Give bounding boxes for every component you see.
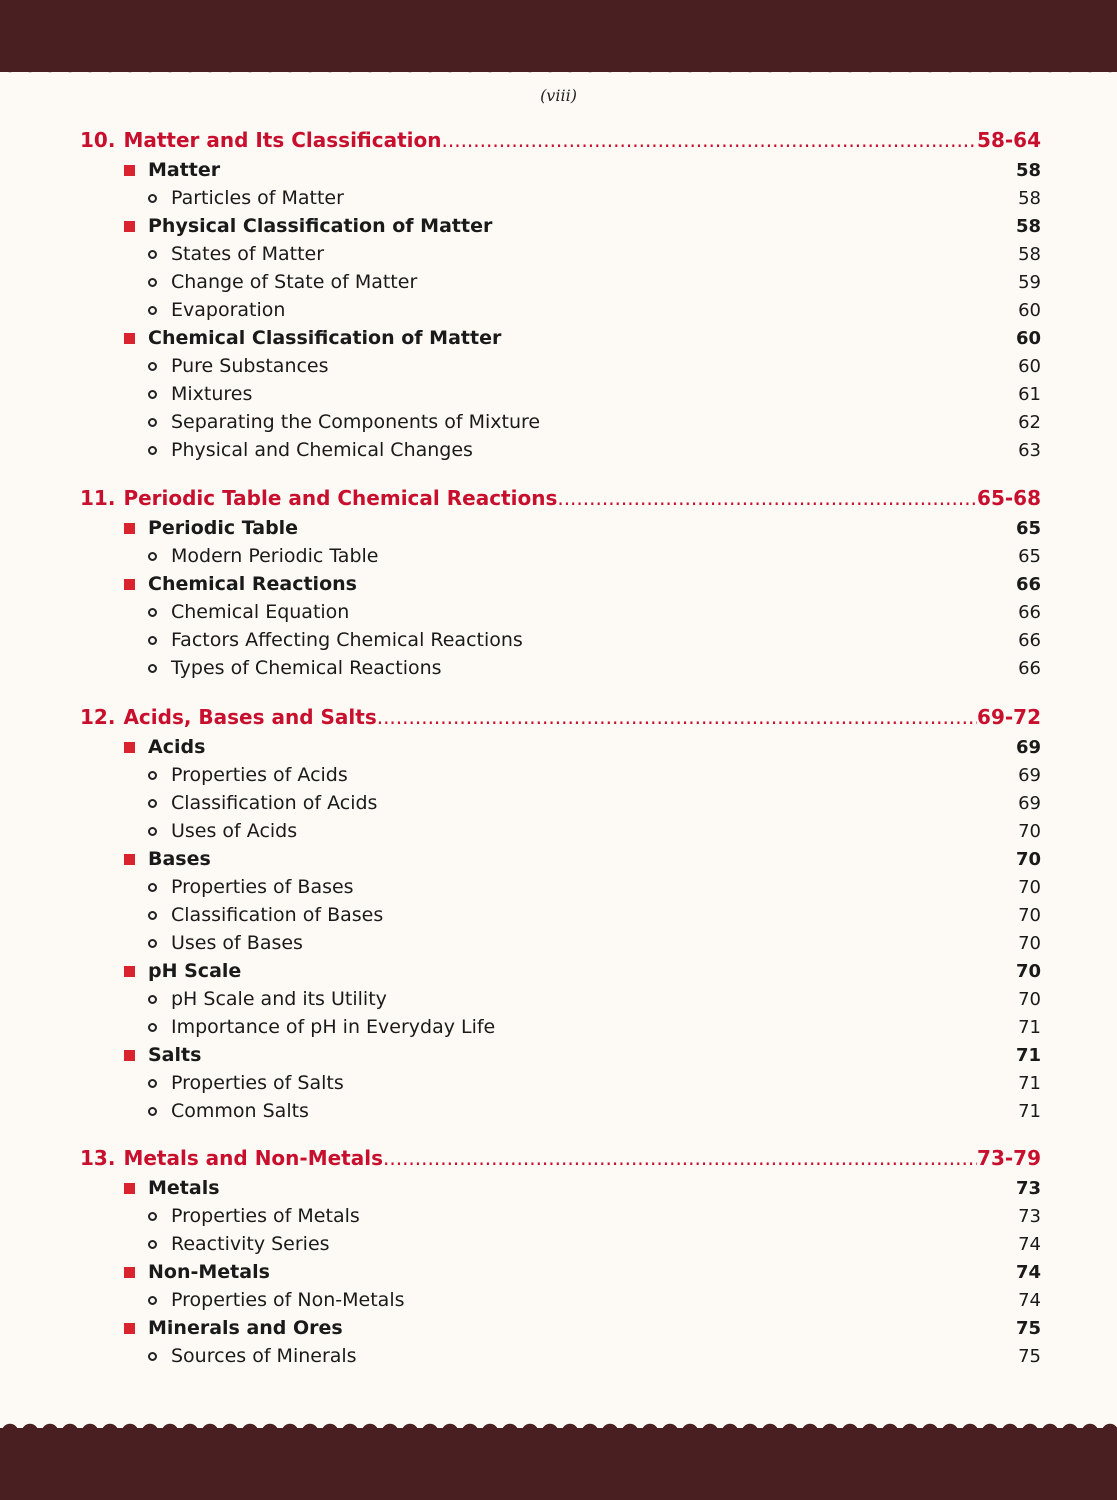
entry-page-number: 60 (1018, 299, 1041, 321)
circle-bullet-icon (148, 995, 157, 1004)
entry-page-number: 69 (1015, 736, 1041, 758)
entry-label (148, 601, 349, 623)
entry-label (148, 1205, 360, 1227)
chapter-page-range: 69-72 (977, 705, 1041, 729)
entry-page-number: 59 (1018, 271, 1041, 293)
entry-page-number: 71 (1018, 1100, 1041, 1122)
entry-label (148, 932, 303, 954)
entry-page-number: 62 (1018, 411, 1041, 433)
entry-label (148, 764, 348, 786)
entry-page-number: 66 (1018, 629, 1041, 651)
circle-bullet-icon (148, 771, 157, 780)
toc-subtopic-row[interactable] (80, 873, 1041, 901)
toc-subtopic-row[interactable] (80, 1069, 1041, 1097)
entry-page-number: 58 (1018, 243, 1041, 265)
entry-text: Common Salts (171, 1100, 309, 1122)
toc-subtopic-row[interactable] (80, 901, 1041, 929)
entry-text: Types of Chemical Reactions (171, 657, 442, 679)
toc-subtopic-row[interactable] (80, 408, 1041, 436)
toc-subtopic-row[interactable] (80, 1230, 1041, 1258)
circle-bullet-icon (148, 939, 157, 948)
chapter-page-range: 73-79 (977, 1146, 1041, 1170)
chapter-heading[interactable] (80, 701, 1041, 733)
entry-text: Change of State of Matter (171, 271, 418, 293)
toc-topic-row[interactable] (80, 1041, 1041, 1069)
entry-page-number: 66 (1018, 657, 1041, 679)
entry-page-number: 70 (1015, 848, 1041, 870)
entry-page-number: 70 (1018, 876, 1041, 898)
circle-bullet-icon (148, 362, 157, 371)
top-decorative-band (0, 0, 1117, 72)
entry-label (124, 1317, 343, 1339)
circle-bullet-icon (148, 390, 157, 399)
entry-label (148, 1289, 405, 1311)
square-bullet-icon (124, 1050, 135, 1061)
entry-page-number: 74 (1018, 1289, 1041, 1311)
entry-page-number: 73 (1015, 1177, 1041, 1199)
entry-page-number: 65 (1015, 517, 1041, 539)
toc-topic-row[interactable] (80, 1258, 1041, 1286)
entry-label (148, 820, 297, 842)
toc-subtopic-row[interactable] (80, 1202, 1041, 1230)
entry-text: Particles of Matter (171, 187, 344, 209)
entry-text: Acids (148, 736, 206, 758)
entry-text: Uses of Acids (171, 820, 298, 842)
entry-page-number: 71 (1018, 1016, 1041, 1038)
entry-page-number: 70 (1018, 988, 1041, 1010)
entry-label (148, 1016, 495, 1038)
chapter-heading[interactable] (80, 482, 1041, 514)
entry-text: Properties of Metals (171, 1205, 360, 1227)
entry-label (148, 1100, 309, 1122)
toc-topic-row[interactable] (80, 845, 1041, 873)
toc-subtopic-row[interactable] (80, 240, 1041, 268)
square-bullet-icon (124, 742, 135, 753)
circle-bullet-icon (148, 911, 157, 920)
toc-topic-row[interactable] (80, 957, 1041, 985)
entry-label (124, 848, 211, 870)
entry-label (148, 545, 378, 567)
circle-bullet-icon (148, 1212, 157, 1221)
entry-text: Importance of pH in Everyday Life (171, 1016, 496, 1038)
entry-text: Matter (148, 159, 221, 181)
entry-text: Minerals and Ores (148, 1317, 343, 1339)
dot-leader (442, 128, 978, 152)
entry-text: Pure Substances (171, 355, 329, 377)
entry-text: Periodic Table (148, 517, 299, 539)
entry-page-number: 61 (1018, 383, 1041, 405)
circle-bullet-icon (148, 278, 157, 287)
entry-label (148, 383, 252, 405)
entry-text: Bases (148, 848, 211, 870)
chapter-page-range: 65-68 (977, 486, 1041, 510)
entry-page-number: 74 (1018, 1233, 1041, 1255)
circle-bullet-icon (148, 827, 157, 836)
circle-bullet-icon (148, 418, 157, 427)
entry-page-number: 66 (1015, 573, 1041, 595)
square-bullet-icon (124, 966, 135, 977)
entry-label (124, 1261, 270, 1283)
chapter-title: Metals and Non-Metals (123, 1146, 383, 1170)
circle-bullet-icon (148, 799, 157, 808)
entry-text: Properties of Salts (171, 1072, 344, 1094)
toc-subtopic-row[interactable] (80, 985, 1041, 1013)
circle-bullet-icon (148, 636, 157, 645)
circle-bullet-icon (148, 446, 157, 455)
entry-label (148, 657, 442, 679)
entry-text: States of Matter (171, 243, 325, 265)
bottom-scalloped-edge (0, 1418, 1117, 1432)
toc-subtopic-row[interactable] (80, 184, 1041, 212)
top-scalloped-edge (0, 64, 1117, 78)
entry-label (148, 1233, 330, 1255)
entry-label (124, 1044, 201, 1066)
entry-label (148, 299, 285, 321)
toc-section (80, 482, 1041, 682)
circle-bullet-icon (148, 664, 157, 673)
toc-subtopic-row[interactable] (80, 1286, 1041, 1314)
square-bullet-icon (124, 1267, 135, 1278)
square-bullet-icon (124, 579, 135, 590)
toc-subtopic-row[interactable] (80, 380, 1041, 408)
entry-label (148, 1072, 344, 1094)
toc-topic-row[interactable] (80, 733, 1041, 761)
entry-text: Non-Metals (148, 1261, 270, 1283)
entry-page-number: 69 (1018, 764, 1041, 786)
entry-label (148, 187, 344, 209)
entry-label (148, 629, 523, 651)
square-bullet-icon (124, 165, 135, 176)
entry-page-number: 70 (1015, 960, 1041, 982)
entry-page-number: 75 (1015, 1317, 1041, 1339)
toc-subtopic-row[interactable] (80, 1013, 1041, 1041)
entry-label (124, 736, 205, 758)
entry-page-number: 70 (1018, 820, 1041, 842)
toc-topic-row[interactable] (80, 514, 1041, 542)
entry-page-number: 58 (1015, 159, 1041, 181)
entry-label (148, 904, 383, 926)
entry-text: Properties of Acids (171, 764, 348, 786)
chapter-title: Acids, Bases and Salts (123, 705, 377, 729)
chapter-number: 13. (80, 1146, 116, 1170)
entry-label (148, 243, 324, 265)
entry-text: Metals (148, 1177, 220, 1199)
entry-text: Sources of Minerals (171, 1345, 357, 1367)
toc-subtopic-row[interactable] (80, 268, 1041, 296)
entry-text: pH Scale and its Utility (171, 988, 387, 1010)
dot-leader (377, 705, 977, 729)
entry-label (148, 876, 354, 898)
circle-bullet-icon (148, 1079, 157, 1088)
entry-label (148, 792, 377, 814)
chapter-heading[interactable] (80, 1142, 1041, 1174)
entry-text: Physical Classification of Matter (148, 215, 493, 237)
circle-bullet-icon (148, 194, 157, 203)
circle-bullet-icon (148, 883, 157, 892)
circle-bullet-icon (148, 608, 157, 617)
circle-bullet-icon (148, 306, 157, 315)
square-bullet-icon (124, 1323, 135, 1334)
toc-section (80, 124, 1041, 464)
toc-subtopic-row[interactable] (80, 761, 1041, 789)
entry-text: Chemical Equation (171, 601, 350, 623)
chapter-number: 12. (80, 705, 116, 729)
entry-page-number: 60 (1015, 327, 1041, 349)
entry-text: Reactivity Series (171, 1233, 330, 1255)
entry-text: Mixtures (171, 383, 253, 405)
entry-label (124, 960, 241, 982)
entry-page-number: 63 (1018, 439, 1041, 461)
circle-bullet-icon (148, 1240, 157, 1249)
chapter-title: Matter and Its Classification (123, 128, 442, 152)
entry-label (124, 159, 220, 181)
chapter-title: Periodic Table and Chemical Reactions (123, 486, 558, 510)
entry-text: Chemical Classification of Matter (148, 327, 502, 349)
entry-label (124, 215, 492, 237)
entry-page-number: 58 (1015, 215, 1041, 237)
entry-label (124, 327, 501, 349)
toc-subtopic-row[interactable] (80, 542, 1041, 570)
toc-subtopic-row[interactable] (80, 789, 1041, 817)
toc-subtopic-row[interactable] (80, 436, 1041, 464)
entry-page-number: 60 (1018, 355, 1041, 377)
chapter-page-range: 58-64 (977, 128, 1041, 152)
entry-page-number: 58 (1018, 187, 1041, 209)
entry-text: Chemical Reactions (148, 573, 357, 595)
toc-subtopic-row[interactable] (80, 817, 1041, 845)
entry-page-number: 70 (1018, 904, 1041, 926)
entry-page-number: 75 (1018, 1345, 1041, 1367)
entry-label (124, 573, 357, 595)
entry-page-number: 71 (1018, 1072, 1041, 1094)
entry-label (148, 439, 473, 461)
entry-label (124, 1177, 220, 1199)
entry-page-number: 66 (1018, 601, 1041, 623)
toc-section (80, 1142, 1041, 1370)
circle-bullet-icon (148, 1296, 157, 1305)
toc-subtopic-row[interactable] (80, 1097, 1041, 1125)
chapter-heading[interactable] (80, 124, 1041, 156)
square-bullet-icon (124, 221, 135, 232)
toc-topic-row[interactable] (80, 1174, 1041, 1202)
entry-text: Factors Affecting Chemical Reactions (171, 629, 523, 651)
entry-text: Uses of Bases (171, 932, 303, 954)
entry-label (148, 355, 329, 377)
entry-page-number: 70 (1018, 932, 1041, 954)
toc-topic-row[interactable] (80, 1314, 1041, 1342)
square-bullet-icon (124, 523, 135, 534)
toc-subtopic-row[interactable] (80, 296, 1041, 324)
toc-subtopic-row[interactable] (80, 929, 1041, 957)
entry-text: Properties of Non-Metals (171, 1289, 405, 1311)
page-number: (viii) (540, 86, 577, 105)
dot-leader (557, 486, 977, 510)
chapter-number: 10. (80, 128, 116, 152)
toc-subtopic-row[interactable] (80, 1342, 1041, 1370)
toc-topic-row[interactable] (80, 156, 1041, 184)
entry-page-number: 69 (1018, 792, 1041, 814)
square-bullet-icon (124, 854, 135, 865)
entry-label (124, 517, 298, 539)
entry-text: Physical and Chemical Changes (171, 439, 473, 461)
toc-subtopic-row[interactable] (80, 352, 1041, 380)
entry-page-number: 73 (1018, 1205, 1041, 1227)
dot-leader (383, 1146, 977, 1170)
circle-bullet-icon (148, 1023, 157, 1032)
entry-page-number: 65 (1018, 545, 1041, 567)
toc-section (80, 701, 1041, 1125)
entry-text: Evaporation (171, 299, 286, 321)
circle-bullet-icon (148, 250, 157, 259)
entry-label (148, 988, 387, 1010)
circle-bullet-icon (148, 1107, 157, 1116)
circle-bullet-icon (148, 1352, 157, 1361)
entry-label (148, 411, 540, 433)
entry-text: Classification of Bases (171, 904, 384, 926)
toc-topic-row[interactable] (80, 324, 1041, 352)
square-bullet-icon (124, 1183, 135, 1194)
circle-bullet-icon (148, 552, 157, 561)
entry-text: Salts (148, 1044, 202, 1066)
chapter-number: 11. (80, 486, 116, 510)
entry-text: Separating the Components of Mixture (171, 411, 541, 433)
toc-subtopic-row[interactable] (80, 598, 1041, 626)
entry-label (148, 271, 417, 293)
entry-label (148, 1345, 357, 1367)
toc-subtopic-row[interactable] (80, 654, 1041, 682)
entry-text: Classification of Acids (171, 792, 378, 814)
toc-topic-row[interactable] (80, 570, 1041, 598)
entry-text: pH Scale (148, 960, 242, 982)
square-bullet-icon (124, 333, 135, 344)
entry-text: Modern Periodic Table (171, 545, 379, 567)
bottom-decorative-band (0, 1428, 1117, 1500)
entry-text: Properties of Bases (171, 876, 354, 898)
entry-page-number: 71 (1015, 1044, 1041, 1066)
toc-topic-row[interactable] (80, 212, 1041, 240)
entry-page-number: 74 (1015, 1261, 1041, 1283)
toc-subtopic-row[interactable] (80, 626, 1041, 654)
